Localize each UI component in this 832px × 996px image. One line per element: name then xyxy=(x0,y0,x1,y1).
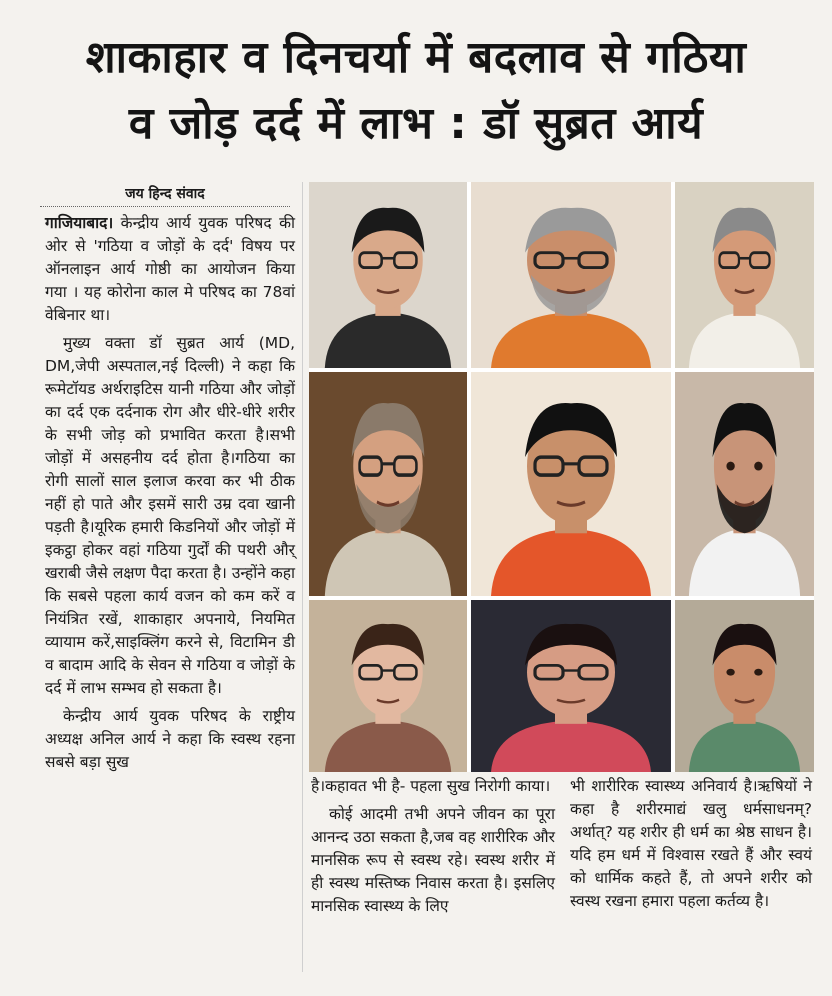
participant-photo-4 xyxy=(309,372,467,596)
paragraph-6: भी शारीरिक स्वास्थ्य अनिवार्य है।ऋषियों ने कहा है शरीरमाद्यं खलु धर्मसाधनम्? अर्थात्? यह शरीर ही धर्म का श्रेष्ठ साधन है।यदि हम धर्म में विश्वास रखते हैं और स्वयं को धार्मिक कहते हैं, तो अपने शरीर को स्वस्थ रखना हमारा पहला कर्तव्य है। xyxy=(570,777,812,910)
paragraph-2: मुख्य वक्ता डॉ सुब्रत आर्य (MD, DM,जेपी अस्पताल,नई दिल्ली) ने कहा कि रूमेटॉयड अर्थराइटिस यानी गठिया और जोड़ों का दर्द एक दर्दनाक रोग और धीरे-धीरे शरीर के सभी जोड़ को प्रभावित करता है।सभी जोड़ों में असहनीय दर्द होता है।गठिया का रोगी सालों साल इलाज करवा कर भी ठीक नहीं हो पाते और इसमें सारी उम्र दवा खानी पड़ती है।यूरिक हमारी किडनियों और जोड़ों में इकट्ठा होकर वहां गठिया गुर्दों की पथरी और् खराबी जैसे लक्षण पैदा करता है। उन्होंने कहा कि सबसे पहला कार्य वजन को कम करें व नियंत्रित रखें, शाकाहार अपनाये, नियमित व्यायाम करें,साइक्लिंग करने से, विटामिन डी व बादाम आदि के सेवन से गठिया व जोड़ों के दर्द में लाभ सम्भव हो सकता है। xyxy=(45,334,295,697)
participant-photo-7 xyxy=(309,600,467,772)
article-right-column xyxy=(570,775,812,918)
photo-eye xyxy=(726,669,734,676)
participant-photo-2 xyxy=(471,182,671,368)
article-left-column xyxy=(45,212,295,779)
webinar-photo-grid xyxy=(309,182,814,772)
participant-photo-3 xyxy=(675,182,814,368)
byline: जय हिन्द संवाद xyxy=(40,184,290,207)
paragraph-5: कोई आदमी तभी अपने जीवन का पूरा आनन्द उठा सकता है,जब वह शारीरिक और मानसिक रूप से स्वस्थ रहे। स्वस्थ शरीर में ही स्वस्थ मस्तिष्क निवास करता है। इसलिए मानसिक स्वास्थ्य के लिए xyxy=(311,805,555,915)
participant-photo-1 xyxy=(309,182,467,368)
paragraph-3: केन्द्रीय आर्य युवक परिषद के राष्ट्रीय अध्यक्ष अनिल आर्य ने कहा कि स्वस्थ रहना सबसे बड़ा सुख xyxy=(45,707,295,771)
headline-line-1: शाकाहार व दिनचर्या में बदलाव से गठिया xyxy=(85,32,747,83)
participant-photo-5 xyxy=(471,372,671,596)
paragraph-4: है।कहावत भी है- पहला सुख निरोगी काया। xyxy=(311,777,551,795)
participant-photo-8 xyxy=(471,600,671,772)
photo-eye xyxy=(754,669,762,676)
column-divider xyxy=(302,182,303,972)
photo-eye xyxy=(754,462,762,471)
paragraph-1 xyxy=(45,212,295,327)
dateline-place: गाजियाबाद। xyxy=(45,214,114,232)
paragraph-1-text: केन्द्रीय आर्य युवक परिषद की ओर से 'गठिया व जोड़ों के दर्द' विषय पर ऑनलाइन आर्य गोष्ठी का आयोजन किया गया । यह कोरोना काल मे परिषद का 78वां वेबिनार था। xyxy=(45,214,295,324)
participant-photo-6 xyxy=(675,372,814,596)
participant-photo-9 xyxy=(675,600,814,772)
article-middle-column xyxy=(311,775,555,923)
headline-line-2: व जोड़ दर्द में लाभ : डॉ सुब्रत आर्य xyxy=(128,98,704,149)
photo-eye xyxy=(726,462,734,471)
